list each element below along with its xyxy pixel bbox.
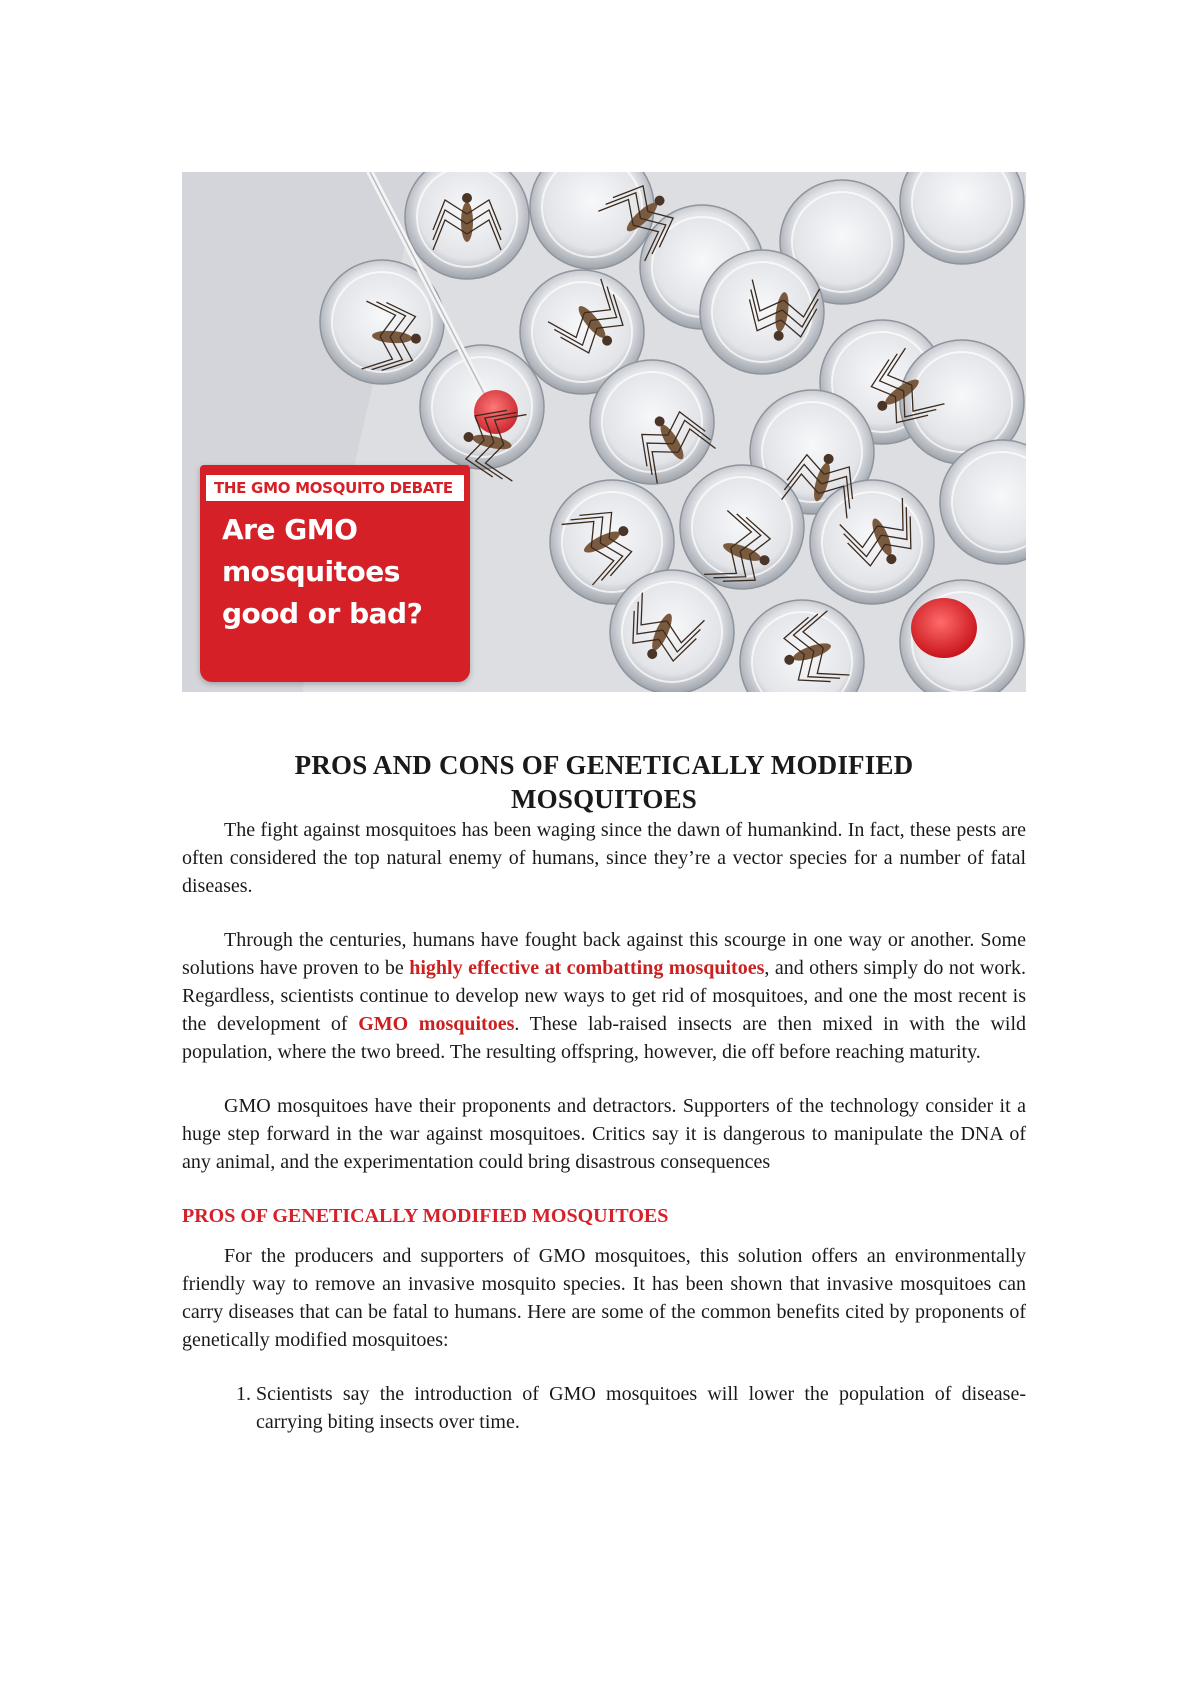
- paragraph-debate: GMO mosquitoes have their proponents and detractors. Supporters of the technology consider it a huge step forward in the war against mosquitoes. Critics say it is dangerous to manipulate the DNA of any animal, and the experimentation could bring disastrous consequences: [182, 1095, 1026, 1173]
- p2-text-b: , and others simply do not work. Regardless, scientists continue to develop new ways to get rid of mosquitoes, and one the most recent is the development of: [182, 957, 1026, 1035]
- tray-well: [590, 360, 714, 484]
- badge-line-1: Are GMO: [222, 513, 358, 546]
- debate-badge: [200, 465, 470, 682]
- p2-text-c: . These lab-raised insects are then mixed in with the wild population, where the two breed. The resulting offspring, however, die off before reaching maturity.: [182, 1013, 1026, 1063]
- tray-well: [810, 480, 934, 604]
- hero-image: [182, 172, 1026, 692]
- tray-well: [610, 570, 734, 692]
- paragraph-history: [182, 926, 1026, 1066]
- article-title: [182, 748, 1026, 816]
- badge-line-3: good or bad?: [222, 597, 423, 630]
- link-gmo-mosquitoes[interactable]: GMO mosquitoes: [358, 1013, 515, 1035]
- link-highly-effective[interactable]: highly effective at combatting mosquitoes: [409, 957, 765, 979]
- title-line-1: PROS AND CONS OF GENETICALLY MODIFIED: [294, 750, 914, 780]
- red-sample-blob: [911, 598, 977, 658]
- paragraph-pros-intro: For the producers and supporters of GMO mosquitoes, this solution offers an environmentally friendly way to remove an invasive mosquito species. It has been shown that invasive mosquitoes can carry diseases that can be fatal to humans. Here are some of the common benefits cited by proponents of genetically modified mosquitoes:: [182, 1245, 1026, 1351]
- badge-line-2: mosquitoes: [222, 555, 400, 588]
- list-item: 1. Scientists say the introduction of GMO mosquitoes will lower the population of disease-carrying biting insects over time.: [256, 1380, 1026, 1436]
- tray-well: [680, 465, 804, 589]
- pros-heading: PROS OF GENETICALLY MODIFIED MOSQUITOES: [182, 1205, 669, 1227]
- badge-kicker: THE GMO MOSQUITO DEBATE: [206, 475, 464, 501]
- article: [182, 748, 1026, 1436]
- p2-text-a: Through the centuries, humans have fought back against this scourge in one way or another. Some solutions have proven to be: [182, 929, 1026, 979]
- pros-list: [182, 1380, 1026, 1436]
- badge-headline: [200, 501, 470, 635]
- paragraph-intro: The fight against mosquitoes has been waging since the dawn of humankind. In fact, these pests are often considered the top natural enemy of humans, since they’re a vector species for a number of fatal diseases.: [182, 819, 1026, 897]
- tray-well: [700, 250, 824, 374]
- title-line-2: MOSQUITOES: [510, 784, 698, 814]
